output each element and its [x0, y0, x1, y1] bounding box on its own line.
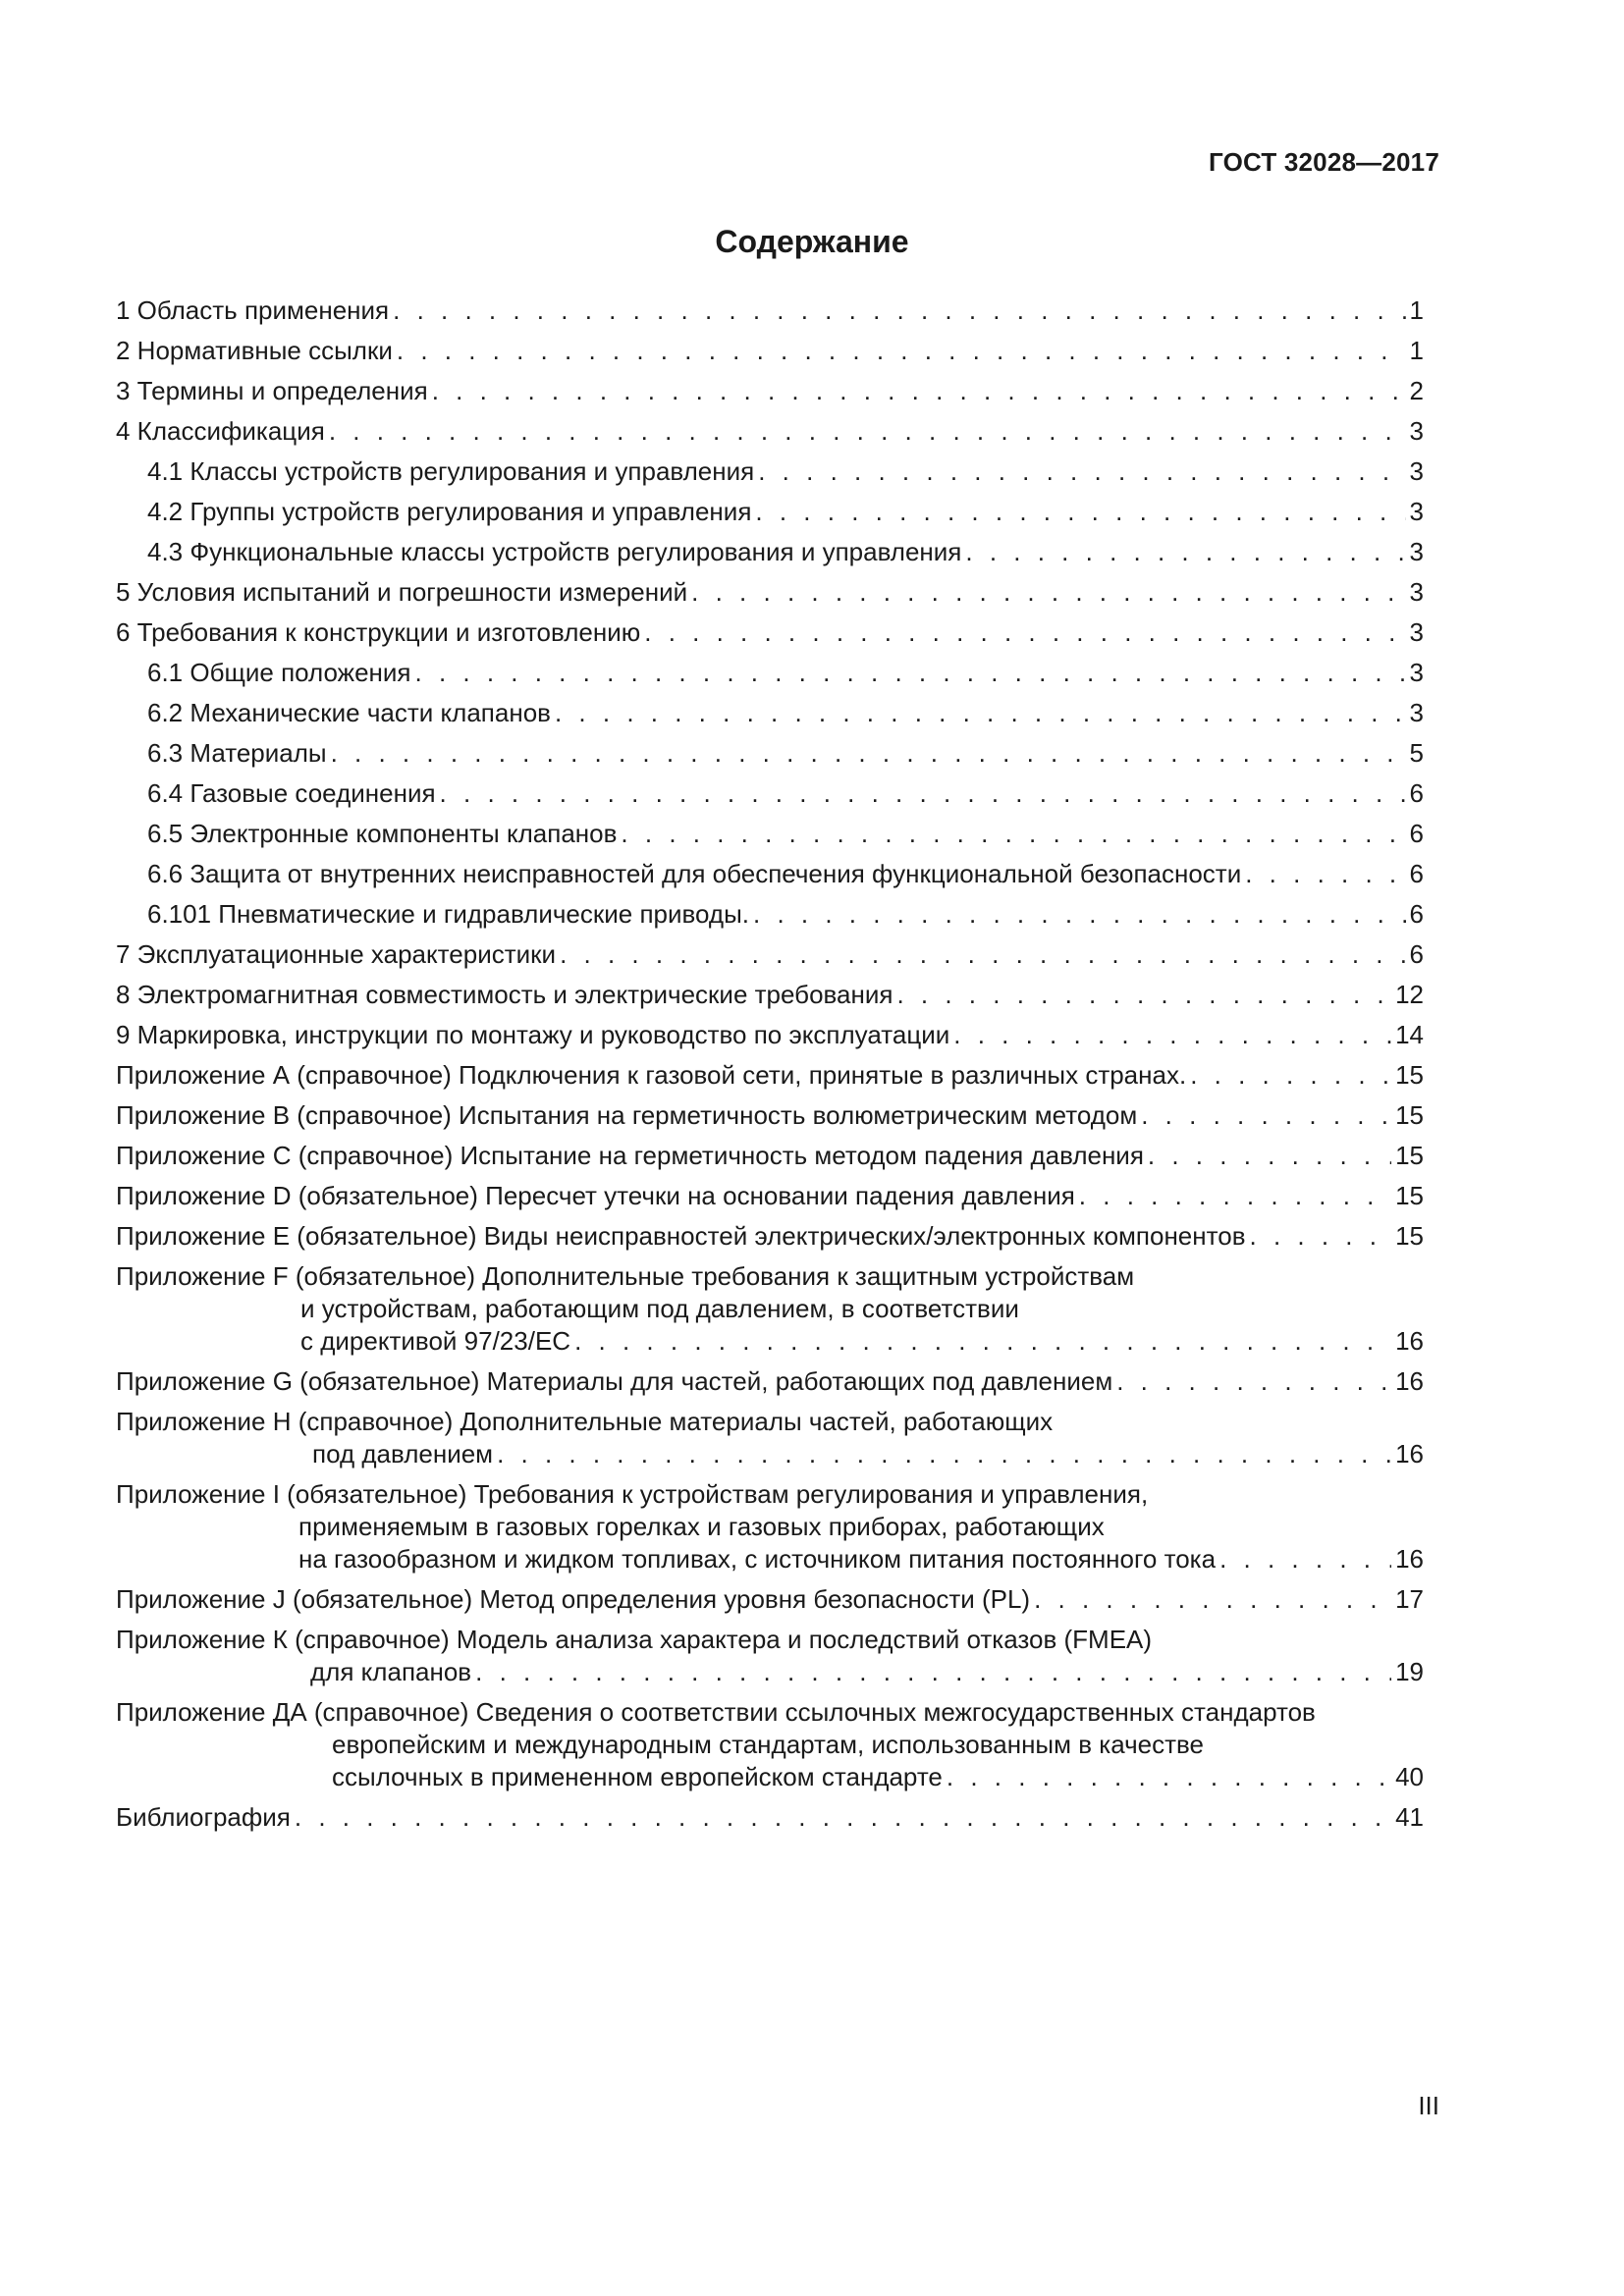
toc-line — [116, 1761, 1424, 1793]
toc-page-number: 14 — [1395, 1020, 1424, 1049]
toc-page-number: 6 — [1409, 899, 1424, 929]
toc-entry-title: 6 Требования к конструкции и изготовлению — [116, 617, 641, 647]
toc-page-number: 15 — [1395, 1141, 1424, 1170]
toc-line — [116, 1325, 1424, 1358]
toc-page-number: 16 — [1395, 1439, 1424, 1468]
toc-entry-title: Приложение Н (справочное) Дополнительные материалы частей, работающих — [116, 1407, 1054, 1436]
toc-entry[interactable] — [116, 576, 1424, 609]
toc-page-number: 12 — [1395, 980, 1424, 1009]
dot-leader — [753, 898, 1406, 931]
dot-leader — [393, 294, 1405, 327]
dot-leader — [1250, 1220, 1392, 1253]
toc-entry[interactable] — [116, 616, 1424, 649]
toc-line — [147, 455, 1424, 488]
toc-page-number: 1 — [1409, 336, 1424, 365]
toc-entry-title: 9 Маркировка, инструкции по монтажу и руководство по эксплуатации — [116, 1020, 950, 1049]
dot-leader — [621, 818, 1405, 850]
toc-page-number: 16 — [1395, 1366, 1424, 1396]
toc-line — [116, 1406, 1424, 1438]
toc-entry[interactable] — [116, 979, 1424, 1011]
toc-line — [147, 536, 1424, 568]
toc-page-number: 17 — [1395, 1584, 1424, 1614]
toc-entry[interactable] — [116, 1260, 1424, 1358]
toc-entry-title: 6.2 Механические части клапанов — [147, 698, 551, 727]
dot-leader — [755, 496, 1405, 528]
toc-entry[interactable] — [116, 294, 1424, 327]
document-code: ГОСТ 32028—2017 — [1209, 147, 1439, 177]
toc-page-number: 3 — [1409, 456, 1424, 486]
toc-line — [116, 1180, 1424, 1212]
dot-leader — [1141, 1099, 1391, 1132]
toc-page-number: 6 — [1409, 778, 1424, 808]
toc-entry[interactable] — [116, 777, 1424, 810]
page-title: Содержание — [715, 224, 909, 259]
toc-page-number: 3 — [1409, 698, 1424, 727]
toc-entry-title: под давлением — [312, 1439, 494, 1468]
toc-page-number: 3 — [1409, 416, 1424, 446]
toc-entry[interactable] — [116, 1099, 1424, 1132]
toc-page-number: 3 — [1409, 658, 1424, 687]
toc-entry[interactable] — [116, 1059, 1424, 1092]
toc-entry-title: Приложение ДА (справочное) Сведения о соответствии ссылочных межгосударственных стандартов — [116, 1697, 1316, 1727]
toc-entry-title: 4 Классификация — [116, 416, 325, 446]
toc-entry-title: Приложение А (справочное) Подключения к газовой сети, принятые в различных странах. — [116, 1060, 1187, 1090]
dot-leader — [560, 938, 1405, 971]
toc-page-number: 40 — [1395, 1762, 1424, 1791]
toc-page-number: 3 — [1409, 497, 1424, 526]
dot-leader — [440, 777, 1406, 810]
toc-entry-title: Библиография — [116, 1802, 291, 1832]
toc-entry-title: 6.6 Защита от внутренних неисправностей для обеспечения функциональной безопасности — [147, 859, 1242, 888]
toc-line — [116, 1624, 1424, 1656]
toc-page-number: 15 — [1395, 1100, 1424, 1130]
toc-entry-title: с директивой 97/23/ЕС — [300, 1326, 571, 1356]
dot-leader — [1245, 858, 1405, 890]
toc-entry-title: Приложение В (справочное) Испытания на герметичность волюметрическим методом — [116, 1100, 1138, 1130]
toc-page-number: 3 — [1409, 577, 1424, 607]
dot-leader — [644, 616, 1405, 649]
toc-entry[interactable] — [116, 1406, 1424, 1470]
toc-line — [116, 1478, 1424, 1511]
dot-leader — [397, 335, 1406, 367]
toc-entry[interactable] — [116, 1140, 1424, 1172]
toc-entry-title: 6.101 Пневматические и гидравлические приводы. — [147, 899, 749, 929]
toc-line — [116, 1511, 1424, 1543]
dot-leader — [295, 1801, 1391, 1834]
dot-leader — [475, 1656, 1391, 1688]
toc-page-number: 19 — [1395, 1657, 1424, 1686]
toc-line — [116, 1019, 1424, 1051]
page-number: III — [1418, 2091, 1439, 2120]
toc-line — [116, 1220, 1424, 1253]
toc-line — [116, 1543, 1424, 1575]
dot-leader — [497, 1438, 1391, 1470]
toc-entry[interactable] — [116, 1478, 1424, 1575]
toc-line — [147, 657, 1424, 689]
toc-line — [116, 979, 1424, 1011]
toc-line — [116, 1583, 1424, 1616]
toc-entry[interactable] — [116, 898, 1424, 931]
toc-entry[interactable] — [116, 455, 1424, 488]
toc-entry-title: Приложение F (обязательное) Дополнительные требования к защитным устройствам — [116, 1261, 1135, 1291]
toc-entry-title: для клапанов — [310, 1657, 472, 1686]
toc-entry[interactable] — [116, 938, 1424, 971]
toc-entry[interactable] — [116, 1365, 1424, 1398]
toc-entry[interactable] — [116, 1624, 1424, 1688]
toc-page-number: 15 — [1395, 1181, 1424, 1210]
toc-page-number: 3 — [1409, 617, 1424, 647]
toc-line — [147, 496, 1424, 528]
toc-entry-title: 8 Электромагнитная совместимость и электрические требования — [116, 980, 893, 1009]
toc-entry-title: Приложение I (обязательное) Требования к устройствам регулирования и управления, — [116, 1479, 1149, 1509]
toc-line — [116, 415, 1424, 448]
dot-leader — [758, 455, 1405, 488]
toc-entry-title: европейским и международным стандартам, использованным в качестве — [332, 1730, 1204, 1759]
toc-line — [116, 1260, 1424, 1293]
toc-entry[interactable] — [116, 737, 1424, 770]
dot-leader — [1079, 1180, 1391, 1212]
toc-entry-title: 4.1 Классы устройств регулирования и управления — [147, 456, 755, 486]
toc-entry[interactable] — [116, 818, 1424, 850]
table-of-contents — [116, 294, 1424, 1842]
toc-line — [116, 1656, 1424, 1688]
dot-leader — [432, 375, 1406, 407]
toc-page-number: 6 — [1409, 939, 1424, 969]
toc-line — [116, 1140, 1424, 1172]
toc-line — [116, 1696, 1424, 1729]
toc-entry-title: и устройствам, работающим под давлением, в соответствии — [300, 1294, 1019, 1323]
toc-line — [116, 294, 1424, 327]
toc-entry-title: применяемым в газовых горелках и газовых приборах, работающих — [298, 1512, 1105, 1541]
toc-line — [147, 737, 1424, 770]
toc-page-number: 3 — [1409, 537, 1424, 566]
toc-entry[interactable] — [116, 657, 1424, 689]
dot-leader — [331, 737, 1406, 770]
toc-line — [116, 1729, 1424, 1761]
dot-leader — [415, 657, 1406, 689]
toc-entry-title: Приложение Е (обязательное) Виды неисправностей электрических/электронных компонентов — [116, 1221, 1246, 1251]
toc-page-number: 16 — [1395, 1544, 1424, 1574]
toc-page-number: 16 — [1395, 1326, 1424, 1356]
toc-entry[interactable] — [116, 415, 1424, 448]
toc-entry[interactable] — [116, 1019, 1424, 1051]
dot-leader — [953, 1019, 1391, 1051]
dot-leader — [947, 1761, 1391, 1793]
toc-page-number: 6 — [1409, 859, 1424, 888]
dot-leader — [1116, 1365, 1391, 1398]
toc-line — [116, 375, 1424, 407]
toc-entry-title: 6.3 Материалы — [147, 738, 327, 768]
toc-line — [116, 1438, 1424, 1470]
toc-line — [116, 1293, 1424, 1325]
toc-line — [116, 576, 1424, 609]
toc-entry[interactable] — [116, 536, 1424, 568]
toc-entry-title: 6.4 Газовые соединения — [147, 778, 436, 808]
toc-page-number: 5 — [1409, 738, 1424, 768]
dot-leader — [965, 536, 1405, 568]
toc-line — [147, 697, 1424, 729]
toc-entry-title: Приложение С (справочное) Испытание на герметичность методом падения давления — [116, 1141, 1144, 1170]
toc-entry-title: 7 Эксплуатационные характеристики — [116, 939, 557, 969]
toc-entry-title: Приложение К (справочное) Модель анализа характера и последствий отказов (FMEA) — [116, 1625, 1153, 1654]
toc-page-number: 15 — [1395, 1221, 1424, 1251]
dot-leader — [1034, 1583, 1391, 1616]
toc-entry-title: 4.2 Группы устройств регулирования и управления — [147, 497, 752, 526]
dot-leader — [896, 979, 1391, 1011]
dot-leader — [555, 697, 1406, 729]
dot-leader — [329, 415, 1406, 448]
toc-line — [147, 818, 1424, 850]
dot-leader — [1190, 1059, 1391, 1092]
toc-entry-title: 1 Область применения — [116, 295, 390, 325]
toc-entry[interactable] — [116, 1180, 1424, 1212]
toc-entry-title: 6.1 Общие положения — [147, 658, 411, 687]
toc-entry[interactable] — [116, 496, 1424, 528]
toc-entry[interactable] — [116, 697, 1424, 729]
dot-leader — [574, 1325, 1391, 1358]
toc-entry[interactable] — [116, 335, 1424, 367]
toc-page-number: 41 — [1395, 1802, 1424, 1832]
toc-line — [116, 1059, 1424, 1092]
toc-page-number: 1 — [1409, 295, 1424, 325]
toc-line — [147, 777, 1424, 810]
toc-entry-title: 5 Условия испытаний и погрешности измерений — [116, 577, 688, 607]
toc-entry-title: Приложение J (обязательное) Метод определения уровня безопасности (PL) — [116, 1584, 1031, 1614]
toc-line — [116, 1099, 1424, 1132]
toc-line — [116, 616, 1424, 649]
toc-entry-title: 2 Нормативные ссылки — [116, 336, 393, 365]
toc-entry[interactable] — [116, 1220, 1424, 1253]
toc-line — [116, 335, 1424, 367]
toc-line — [147, 858, 1424, 890]
dot-leader — [1148, 1140, 1391, 1172]
toc-entry[interactable] — [116, 1801, 1424, 1834]
toc-page-number: 15 — [1395, 1060, 1424, 1090]
dot-leader — [1219, 1543, 1391, 1575]
toc-line — [116, 1365, 1424, 1398]
toc-entry[interactable] — [116, 375, 1424, 407]
dot-leader — [691, 576, 1405, 609]
toc-entry-title: 3 Термины и определения — [116, 376, 428, 405]
toc-line — [147, 898, 1424, 931]
toc-entry[interactable] — [116, 1583, 1424, 1616]
toc-page-number: 2 — [1409, 376, 1424, 405]
toc-entry[interactable] — [116, 1696, 1424, 1793]
toc-entry-title: Приложение D (обязательное) Пересчет утечки на основании падения давления — [116, 1181, 1075, 1210]
toc-page-number: 6 — [1409, 819, 1424, 848]
toc-entry-title: Приложение G (обязательное) Материалы для частей, работающих под давлением — [116, 1366, 1113, 1396]
toc-entry-title: на газообразном и жидком топливах, с источником питания постоянного тока — [298, 1544, 1217, 1574]
toc-entry-title: 4.3 Функциональные классы устройств регулирования и управления — [147, 537, 962, 566]
toc-entry-title: ссылочных в примененном европейском стандарте — [332, 1762, 943, 1791]
toc-line — [116, 1801, 1424, 1834]
toc-entry-title: 6.5 Электронные компоненты клапанов — [147, 819, 618, 848]
toc-entry[interactable] — [116, 858, 1424, 890]
toc-line — [116, 938, 1424, 971]
